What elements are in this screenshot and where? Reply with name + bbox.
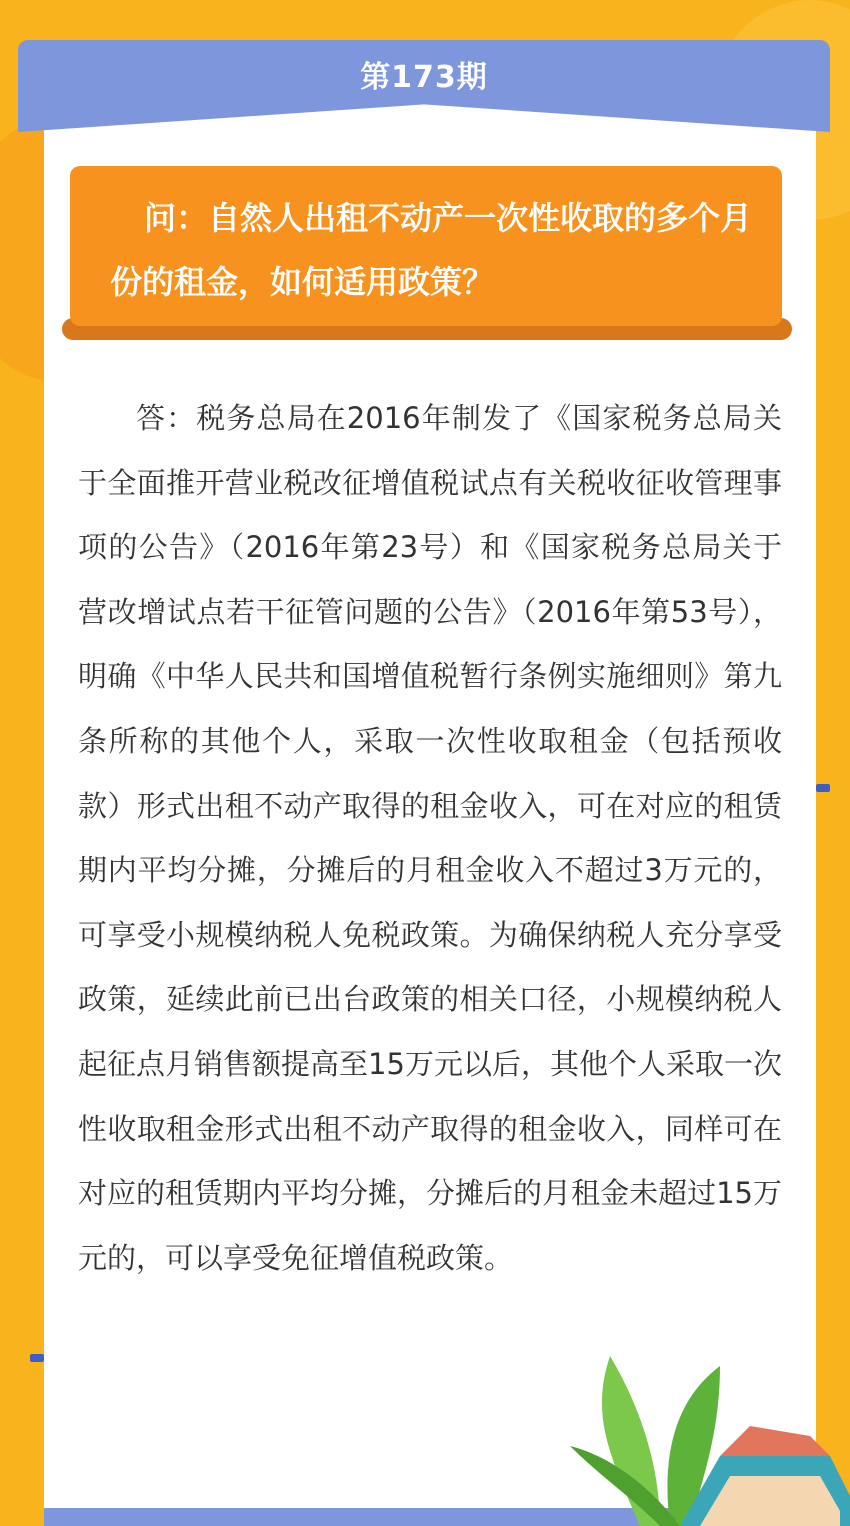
decorative-tick-right <box>816 784 830 792</box>
decorative-tick-left <box>30 1354 44 1362</box>
issue-title: 第173期 <box>360 60 488 95</box>
leaf-book-decoration-icon <box>550 1336 850 1526</box>
answer-text: 答：税务总局在2016年制发了《国家税务总局关于全面推开营业税改征增值税试点有关税收征收管理事项的公告》（2016年第23号）和《国家税务总局关于营改增试点若干征管问题的公告》（2016年第53号），明确《中华人民共和国增值税暂行条例实施细则》第九条所称的其他个人，采取一次性收取租金（包括预收款）形式出租不动产取得的租金收入，可在对应的租赁期内平均分摊，分摊后的月租金收入不超过3万元的，可享受小规模纳税人免税政策。为确保纳税人充分享受政策，延续此前已出台政策的相关口径，小规模纳税人起征点月销售额提高至15万元以后，其他个人采取一次性收取租金形式出租不动产取得的租金收入，同样可在对应的租赁期内平均分摊，分摊后的月租金未超过15万元的，可以享受免征增值税政策。 <box>78 401 782 1275</box>
question-text: 问：自然人出租不动产一次性收取的多个月份的租金，如何适用政策？ <box>110 199 753 301</box>
